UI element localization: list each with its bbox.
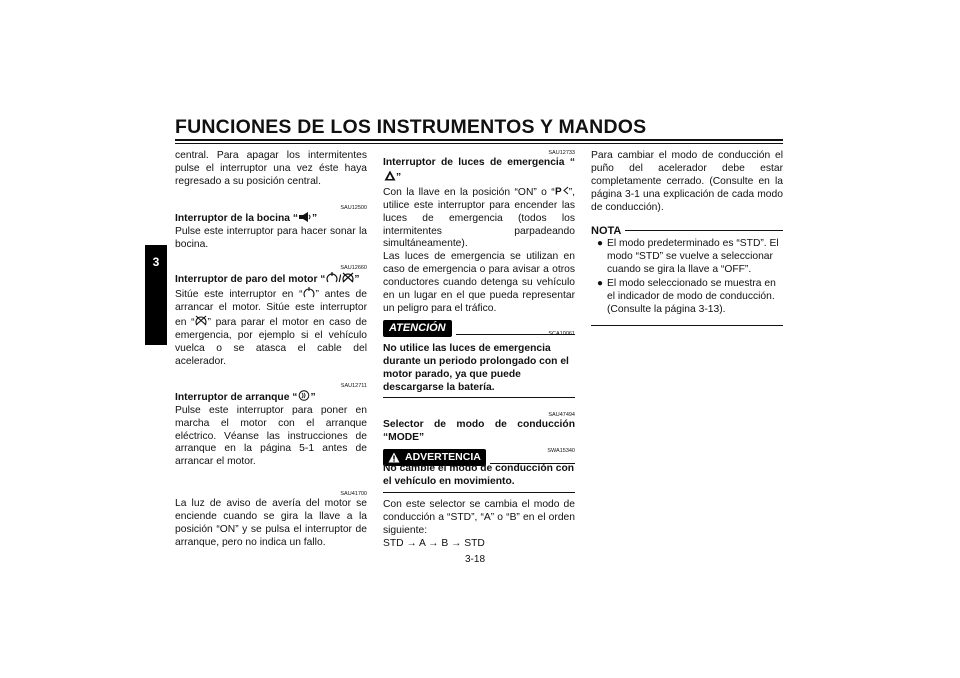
warning-text: No cambie el modo de conducción con el vehículo en movimiento. <box>383 463 575 488</box>
divider <box>383 397 575 398</box>
chapter-tab <box>145 245 167 345</box>
section-code: SAU12500 <box>340 204 367 211</box>
chapter-number: 3 <box>152 255 160 269</box>
paragraph: Con este selector se cambia el modo de conducción a “STD”, “A” o “B” en el orden siguiente: <box>383 498 575 536</box>
warning-triangle-icon <box>388 452 400 463</box>
column-2 <box>383 150 575 551</box>
engine-run-icon <box>303 287 316 298</box>
engine-stop-icon <box>195 315 208 326</box>
header-rule-thin <box>175 143 783 144</box>
divider <box>591 325 783 326</box>
list-item-text: El modo seleccionado se muestra en el indicador de modo de conducción. (Consulte la página 3-13). <box>607 278 776 315</box>
caution-badge: ATENCIÓN <box>383 320 452 337</box>
section-heading-horn: Interruptor de la bocina “ ” <box>175 212 318 224</box>
column-3 <box>591 150 783 326</box>
header-rule-thick <box>175 139 783 141</box>
divider <box>383 492 575 493</box>
mode-sequence: STD → A → B → STD <box>383 537 485 549</box>
horn-icon <box>298 212 312 223</box>
list-item-text: El modo predeterminado es “STD”. El modo “STD” se vuelve a seleccionar cuando se gira la llave a “OFF”. <box>607 238 779 276</box>
paragraph: Con la llave en la posición “ON” o “ P ”, utilice este interruptor para encender las luces de emergencia (todos los intermitentes parpadeando simultáneamente). <box>383 186 575 250</box>
divider <box>625 230 783 231</box>
section-code: SWA15340 <box>547 448 575 455</box>
paragraph: Las luces de emergencia se utilizan en caso de emergencia o para avisar a otros conductores cuando detenga su vehículo en un lugar en el que pueda representar un peligro para el tráfico. <box>383 251 575 314</box>
list-item <box>591 278 783 317</box>
caution-text: No utilice las luces de emergencia durante un periodo prolongado con el motor parado, ya que puede descargarse la batería. <box>383 342 569 393</box>
caution-header <box>383 320 575 337</box>
engine-stop-icon <box>341 272 354 283</box>
parking-icon <box>555 185 569 196</box>
column-1 <box>175 150 367 550</box>
section-heading-hazard: Interruptor de luces de emergencia “” <box>383 157 575 183</box>
section-code: SAU12733 <box>548 150 575 156</box>
section-code: SAU12711 <box>340 382 367 389</box>
paragraph: central. Para apagar los intermitentes pulse el interruptor una vez éste haya regresado a su posición central. <box>175 150 367 187</box>
section-heading-start: Interruptor de arranque “ ” <box>175 391 316 403</box>
section-code: SCA10061 <box>548 330 575 337</box>
paragraph: Pulse este interruptor para hacer sonar la bocina. <box>175 225 367 250</box>
note-label: NOTA <box>591 224 622 237</box>
page-header-title: FUNCIONES DE LOS INSTRUMENTOS Y MANDOS <box>175 116 647 138</box>
section-heading-mode: Selector de modo de conducción “MODE” <box>383 419 575 444</box>
start-button-icon <box>297 390 310 401</box>
note-header <box>591 225 783 238</box>
paragraph: Para cambiar el modo de conducción el puño del acelerador debe estar completamente cerrado. (Consulte en la página 3-1 una explicación de cada modo de conducción). <box>591 150 783 213</box>
svg-text:P: P <box>554 186 562 196</box>
paragraph: Sitúe este interruptor en “ ” antes de arrancar el motor. Sitúe este interruptor en “ ” para parar el motor en caso de emergencia, por ejemplo si el vehículo vuelca o se atasca el cable del acelerador. <box>175 289 367 367</box>
paragraph: Pulse este interruptor para poner en marcha el motor con el arranque eléctrico. Véanse las instrucciones de arranque en la página 5-1 antes de arrancar el motor. <box>175 404 367 468</box>
hazard-triangle-icon <box>383 170 396 181</box>
engine-run-icon <box>325 272 338 283</box>
section-code: SAU12660 <box>340 265 367 272</box>
paragraph: La luz de aviso de avería del motor se enciende cuando se gira la llave a la posición “ON” y se pulsa el interruptor de arranque, pero no indica un fallo. <box>175 498 367 548</box>
section-code: SAU47494 <box>548 412 575 419</box>
section-heading-engine-stop: Interruptor de paro del motor “ / ” <box>175 274 360 286</box>
section-code: SAU41700 <box>340 491 367 498</box>
bullet-dot-icon: ● <box>597 238 604 250</box>
bullet-dot-icon: ● <box>597 278 604 290</box>
warning-label: ADVERTENCIA <box>405 451 481 464</box>
page-number: 3-18 <box>465 554 486 565</box>
list-item <box>591 238 783 277</box>
